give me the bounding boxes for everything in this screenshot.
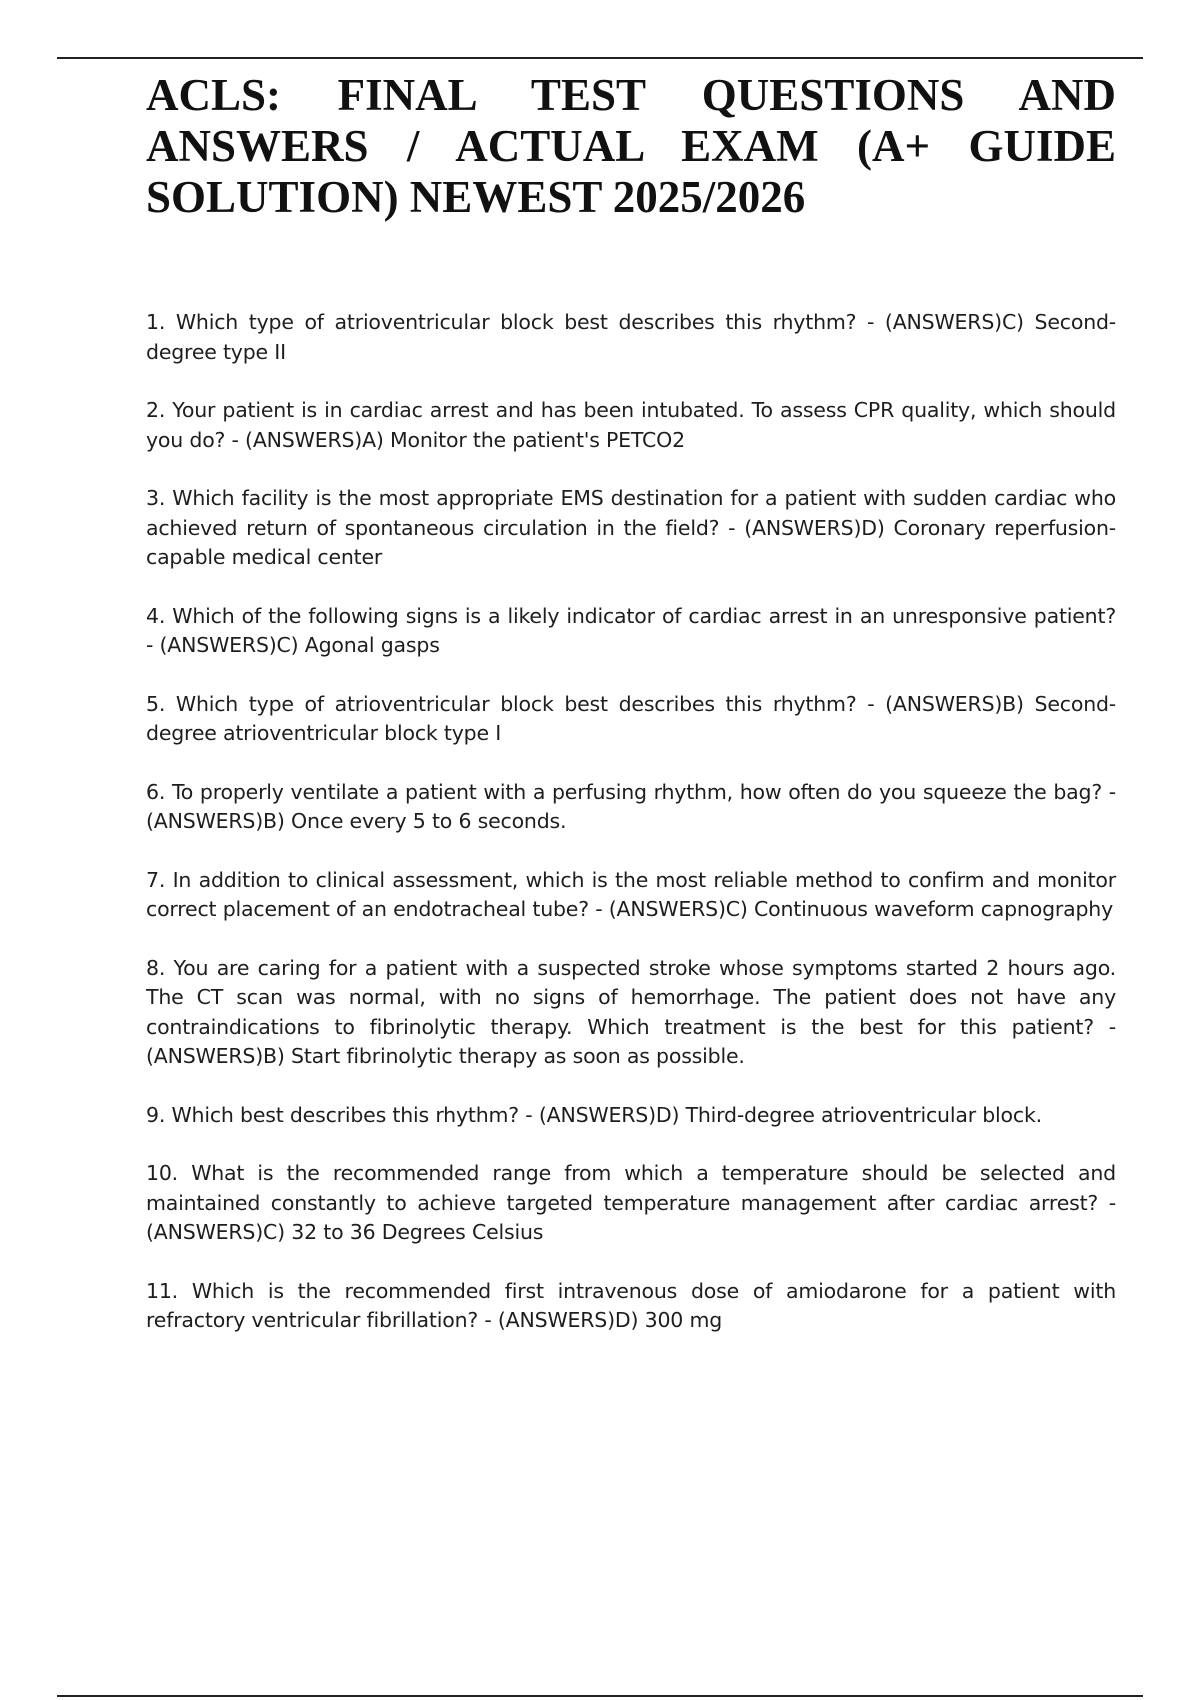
- top-rule: [57, 57, 1143, 59]
- qa-item-8: 8. You are caring for a patient with a suspected stroke whose symptoms started 2 hours ago. The CT scan was normal, with no signs of hemorrhage. The patient does not have any contraindications to fibrinolytic therapy. Which treatment is the best for this patient? - (ANSWERS)B) Start fibrinolytic therapy as soon as possible.: [146, 955, 1116, 1068]
- qa-item-2: 2. Your patient is in cardiac arrest and has been intubated. To assess CPR quality, which should you do? - (ANSWERS)A) Monitor the patient's PETCO2: [146, 398, 1116, 452]
- qa-item-11: 11. Which is the recommended first intravenous dose of amiodarone for a patient with refractory ventricular fibrillation? - (ANSWERS)D) 300 mg: [146, 1278, 1116, 1332]
- qa-item-7: 7. In addition to clinical assessment, which is the most reliable method to confirm and monitor correct placement of an endotracheal tube? - (ANSWERS)C) Continuous waveform capnography: [146, 867, 1116, 921]
- bottom-rule: [57, 1695, 1143, 1697]
- question-answer-list: [146, 308, 1116, 1365]
- document-title: ACLS: FINAL TEST QUESTIONS AND ANSWERS / ACTUAL EXAM (A+ GUIDE SOLUTION) NEWEST 2025/2026: [146, 70, 1116, 222]
- qa-item-6: 6. To properly ventilate a patient with a perfusing rhythm, how often do you squeeze the bag? - (ANSWERS)B) Once every 5 to 6 seconds.: [146, 779, 1116, 833]
- qa-item-4: 4. Which of the following signs is a likely indicator of cardiac arrest in an unresponsive patient? - (ANSWERS)C) Agonal gasps: [146, 603, 1116, 657]
- qa-item-5: 5. Which type of atrioventricular block best describes this rhythm? - (ANSWERS)B) Second-degree atrioventricular block type I: [146, 691, 1116, 745]
- qa-item-1: 1. Which type of atrioventricular block best describes this rhythm? - (ANSWERS)C) Second-degree type II: [146, 310, 1116, 364]
- qa-item-10: 10. What is the recommended range from which a temperature should be selected and maintained constantly to achieve targeted temperature management after cardiac arrest? - (ANSWERS)C) 32 to 36 Degrees Celsius: [146, 1161, 1116, 1244]
- qa-item-9: 9. Which best describes this rhythm? - (ANSWERS)D) Third-degree atrioventricular block.: [146, 1102, 1042, 1127]
- qa-item-3: 3. Which facility is the most appropriate EMS destination for a patient with sudden cardiac who achieved return of spontaneous circulation in the field? - (ANSWERS)D) Coronary reperfusion-capable medical center: [146, 486, 1116, 569]
